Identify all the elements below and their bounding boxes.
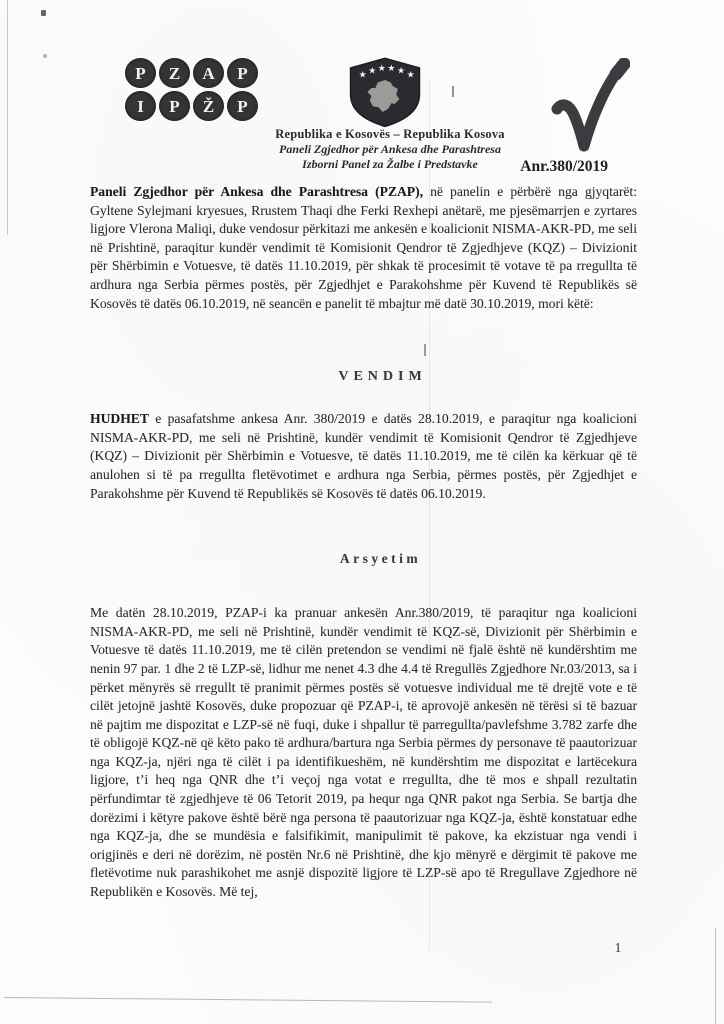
logo-letter: Z — [168, 63, 181, 83]
decision-paragraph-text: e pasafatshme ankesa Anr. 380/2019 e datës 28.10.2019, e paraqitur nga koalicioni NISMA-AKR-PD, me seli në Prishtinë, kundër vendimit të Komisionit Qendror të Zgjedhjeve (KQZ) – Divizionit për Shërbimin e Votuesve, të datës 11.10.2019, me të cilën ka kërkuar që të anulohen si të pa rregullta fletëvotimet e ardhura nga Serbia, përmes postës, për Zgjedhjet e Parakohshme për Kuvend të Republikës së Kosovës të datës 06.10.2019. — [90, 411, 637, 501]
logo-letter: P — [169, 96, 180, 116]
svg-text:★: ★ — [377, 63, 386, 74]
reasoning-paragraph: Me datën 28.10.2019, PZAP-i ka pranuar ankesën Anr.380/2019, të paraqitur nga koalicioni NISMA-AKR-PD, me seli në Prishtinë, kundër vendimit të KQZ-së, Divizionit për Shërbimin e Votuesve të datës 11.10.2019, me të cilën pretendon se vendimi në fjalë është në kundërshtim me nenin 97 par. 1 dhe 2 të LZP-së, lidhur me nenet 4.3 dhe 4.4 të Rregullës Zgjedhore Nr.03/2013, sa i përket mënyrës së rregullt të pranimit përmes postës së votuesve individual me të drejtë vote e të cilët jetojnë jashtë Kosovës, duke propozuar që PZAP-i, të aprovojë ankesën në tërësi si të bazuar në pajtim me dispozitat e LZP-së në fuqi, duke i shpallur të parregullta/pavlefshme 3.782 zarfe dhe të obligojë KQZ-në që këto pako të ardhura/bartura nga Serbia përmes dy personave të paautorizuar nga KQZ-ja, njëri nga të cilët i pa identifikueshëm, në kundërshtim me dispozitat e lartëcekura ligjore, t’i heq nga QNR dhe t’i veçoj nga votat e rregullta, dhe të mos e shpall rezultatin përfundimtar të zgjedhjeve të 06 Tetorit 2019, pa hequr nga QNR pakot nga Serbia. Se bartja dhe dorëzimi i këtyre pakove është bërë nga persona të paautorizuar nga KQZ-ja, është konstatuar edhe nga KQZ-ja, dhe se mundësia e falsifikimit, manipulimit të pakove, ka ekzistuar nga vendi i origjinës e deri në dorëzim, në postën Nr.6 në Prishtinë, dhe kjo mënyrë e dërgimit të pakove me fletëvotime nuk parashikohet me asnjë dispozitë ligjore të LZP-së apo të Rregullave Zgjedhore në Republikën e Kosovës. Më tej, — [90, 605, 637, 900]
decision-paragraph — [90, 410, 637, 503]
intro-paragraph-lead: Paneli Zgjedhor për Ankesa dhe Parashtresa (PZAP), — [90, 184, 424, 199]
scan-edge-line-right — [715, 928, 716, 1024]
intro-paragraph — [90, 183, 637, 313]
document-body — [90, 0, 637, 902]
scan-edge-line-left — [7, 0, 8, 235]
republic-title-line: Republika e Kosovës – Republika Kosova — [275, 127, 505, 141]
svg-text:★: ★ — [397, 65, 405, 76]
panel-title-line-albanian: Paneli Zgjedhor për Ankesa dhe Parashtresa — [279, 142, 501, 156]
logo-letter: A — [202, 63, 215, 83]
page-number: 1 — [614, 941, 622, 956]
scan-speck — [43, 54, 47, 58]
logo-letter: I — [137, 96, 144, 116]
scan-edge-line-bottom — [4, 997, 492, 1003]
logo-letter: P — [237, 63, 248, 83]
svg-text:★: ★ — [368, 65, 377, 76]
svg-text:★: ★ — [358, 69, 367, 80]
logo-letter: P — [237, 96, 248, 116]
scan-speck — [41, 10, 46, 16]
decision-heading: VENDIM — [338, 369, 427, 385]
decision-paragraph-lead: HUDHET — [90, 411, 149, 427]
svg-text:★: ★ — [387, 63, 396, 74]
reasoning-heading: Arsyetim — [339, 551, 422, 567]
intro-paragraph-text: në panelin e përbërë nga gjyqtarët: Gyltene Sylejmani kryesues, Rrustem Thaqi dhe Ferki Rexhepi anëtarë, me pjesëmarrjen e zyrtares ligjore Vlerona Maliqi, duke vendosur përkitazi me ankesën e koalicionit NISMA-AKR-PD, me seli në Prishtinë, paraqitur kundër vendimit të Komisionit Qendror të Zgjedhjeve (KQZ) – Divizionit për Shërbimin e Votuesve, të datës 11.10.2019, për shkak të procesimit të votave të pa rregullta të ardhura nga Serbia përmes postës, për Zgjedhjet e Parakohshme për Kuvend të Republikës së Kosovës të datës 06.10.2019, në seancën e panelit të mbajtur më datë 30.10.2019, mori këtë: — [90, 184, 637, 311]
logo-letter: P — [135, 63, 146, 83]
svg-text:★: ★ — [406, 69, 415, 80]
logo-letter: Ž — [202, 96, 215, 116]
panel-title-line-serbian: Izborni Panel za Žalbe i Predstavke — [302, 157, 478, 171]
case-number: Anr.380/2019 — [520, 158, 608, 175]
